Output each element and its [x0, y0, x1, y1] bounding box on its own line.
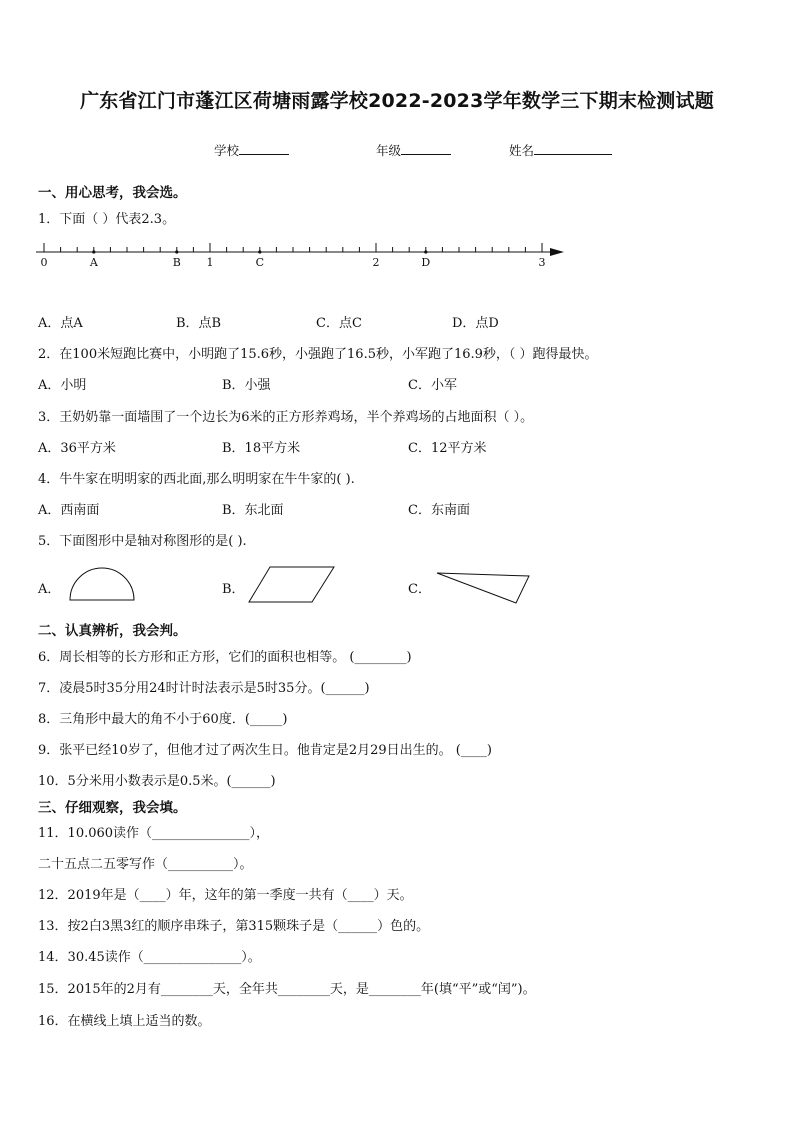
question-8: 8．三角形中最大的角不小于60度．(_____) — [38, 712, 288, 727]
question-4: 4．牛牛家在明明家的西北面,那么明明家在牛牛家的( ). — [38, 472, 355, 487]
section-2-heading: 二、认真辨析，我会判。 — [38, 623, 187, 639]
question-1: 1．下面（ ）代表2.3。 — [38, 212, 176, 227]
grade-blank[interactable] — [401, 142, 451, 155]
number-line-point-dot — [175, 250, 178, 253]
school-field — [214, 141, 289, 159]
question-3: 3．王奶奶靠一面墙围了一个边长为6米的正方形养鸡场，半个养鸡场的占地面积（ ）。 — [38, 410, 534, 425]
page-title: 广东省江门市蓬江区荷塘雨露学校2022-2023学年数学三下期末检测试题 — [80, 90, 714, 112]
q3-option-b[interactable]: B．18平方米 — [222, 441, 301, 456]
number-line-label: 2 — [372, 256, 380, 269]
number-line-point-dot — [424, 250, 427, 253]
q1-option-c[interactable]: C．点C — [316, 316, 362, 331]
number-line-ticks — [44, 243, 542, 252]
number-line-label: 3 — [538, 256, 546, 269]
q1-option-d[interactable]: D．点D — [452, 316, 499, 331]
number-line-point-label: B — [172, 256, 181, 269]
question-14: 14．30.45读作（_______________）。 — [38, 950, 261, 965]
q3-option-a[interactable]: A．36平方米 — [38, 441, 116, 456]
question-2: 2．在100米短跑比赛中，小明跑了15.6秒，小强跑了16.5秒，小军跑了16.9秒，（ ）跑得最快。 — [38, 347, 598, 362]
section-1-heading: 一、用心思考，我会选。 — [38, 185, 187, 201]
q1-option-a[interactable]: A．点A — [38, 316, 83, 331]
number-line-point-label: A — [89, 256, 98, 269]
question-15: 15．2015年的2月有________天，全年共________天，是________年(填“平”或“闰”)。 — [38, 982, 536, 997]
question-11a: 11．10.060读作（_______________）， — [38, 826, 270, 841]
q5-option-a[interactable]: A． — [38, 582, 61, 597]
number-line-point-label: C — [255, 256, 265, 269]
question-11b: 二十五点二五零写作（__________）。 — [38, 857, 253, 872]
question-5: 5．下面图形中是轴对称图形的是( ). — [38, 534, 247, 549]
q2-option-c[interactable]: C．小军 — [408, 378, 457, 393]
number-line-label: 1 — [206, 256, 214, 269]
q4-option-c[interactable]: C．东南面 — [408, 503, 470, 518]
q2-option-a[interactable]: A．小明 — [38, 378, 87, 393]
number-line-labels — [41, 256, 546, 269]
number-line-point-dot — [258, 250, 261, 253]
triangle-shape — [434, 569, 536, 605]
question-10: 10．5分米用小数表示是0.5米。(______) — [38, 774, 276, 789]
q4-option-a[interactable]: A．西南面 — [38, 503, 100, 518]
section-3-heading: 三、仔细观察，我会填。 — [38, 800, 187, 816]
name-field — [509, 141, 612, 159]
q3-option-c[interactable]: C．12平方米 — [408, 441, 487, 456]
name-blank[interactable] — [534, 142, 612, 155]
question-16: 16．在横线上填上适当的数。 — [38, 1014, 211, 1029]
school-label: 学校 — [214, 143, 240, 158]
grade-field — [376, 141, 451, 159]
semicircle-shape — [66, 564, 138, 604]
grade-label: 年级 — [376, 143, 402, 158]
question-9: 9．张平已经10岁了，但他才过了两次生日。他肯定是2月29日出生的。 (____) — [38, 743, 492, 758]
q5-option-b[interactable]: B． — [222, 582, 245, 597]
q1-option-b[interactable]: B．点B — [176, 316, 222, 331]
q2-option-b[interactable]: B．小强 — [222, 378, 271, 393]
question-7: 7．凌晨5时35分用24时计时法表示是5时35分。(______) — [38, 681, 370, 696]
number-line-arrow — [550, 248, 564, 256]
question-13: 13．按2白3黑3红的顺序串珠子，第315颗珠子是（______）色的。 — [38, 919, 430, 934]
number-line-point-dot — [92, 250, 95, 253]
number-line — [30, 236, 570, 270]
q4-option-b[interactable]: B．东北面 — [222, 503, 284, 518]
number-line-label: 0 — [40, 256, 48, 269]
q5-option-c[interactable]: C． — [408, 582, 431, 597]
name-label: 姓名 — [509, 143, 535, 158]
question-12: 12．2019年是（____）年，这年的第一季度一共有（____）天。 — [38, 888, 413, 903]
number-line-point-label: D — [421, 256, 431, 269]
question-6: 6．周长相等的长方形和正方形，它们的面积也相等。 (________) — [38, 650, 412, 665]
parallelogram-shape — [246, 564, 338, 606]
school-blank[interactable] — [239, 142, 289, 155]
